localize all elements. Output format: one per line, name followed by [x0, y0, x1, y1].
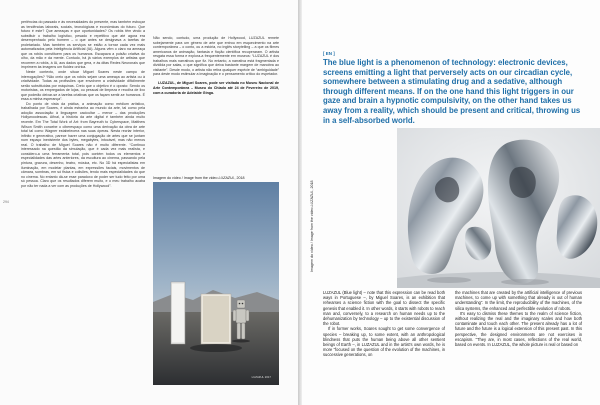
right-column-1: [323, 290, 445, 390]
left-column-1: [21, 20, 145, 342]
caption-year: , 2018: [234, 176, 245, 180]
caption-year: , 2018: [310, 180, 314, 191]
paragraph: Do ponto de vista da prática, a animação como médium artístico, trabalhada por Soares, é ainda estranha ao mundo da arte, tal como pela adoção associação à linguagem cacicultar – menor – das produções Hollywoodescas. Afinal, a história da arte digital é também ainda muito recente. Em The Total Work of Art: from Bayreuth to Cyberspace, Matthew Wilson Smith concebe o ciberespaço como uma derivação da obra de arte total tal como Wagner estabelecera nas suas óperas. Nesta recriar interior, infinito e generativo, parece haver uma conjugação de artes que se juntam num espaço inexistente dos bytes, megabytes, intocável, mas não menos real. O trabalho de Miguel Soares não é muito diferente. “Continuo interessado na questão da simulação, que é cada vez mais realista, e considero-a uma ferramenta total, pois contém todos os elementos e especialidades das artes anteriores, da escultura ao cinema, passando pela pintura, gravura, desenho, teatro, música, etc. No 3D há especialistas em iluminação, em modelar plantas, em expressões faciais, movimentos de câmara, sombras, em só fisica e colisões, tendo mais especialidades do que no cinema. No entanto dá-se esse paradoxo de poder ser tudo feito por uma só pessoa. Claro que os resultados diferem muito, e o meu trabalho acaba por não ter nada a ver com as produções de Hollywood”.: [21, 101, 145, 188]
paragraph: It's easy to dismiss these themes to the realm of science fiction, without realizing the real and the imaginary scales and how both contaminate and touch each other. The present already has a lot of future and the future is a logical extension of this present past. In this perspective, the designed environments are not exercises in escapism. “They are, in most cases, reflections of the real world, based on events. In LUZAZUL, the whole picture is real or based on: [455, 310, 582, 348]
exhibition-credit: LUZAZUL, de Miguel Soares, pode ser visitada no Museu Nacional de Arte Contemporânea – Museu do Chiado até 24 de Fevereiro de 2019, com a curadoria de Adelaide Ginga.: [153, 81, 279, 95]
lead-paragraph: The blue light is a phenomenon of technology: electronic devices, screens emitting a light that perversely acts on our circadian cycle, somewhere between a stimulating drug and a sedative, although through different means. If on the one hand this light triggers in our gaze and brain a hypnotic compulsivity, on the other hand takes us away from a reality, which should be present and critical, throwing us in a self-absorbed world.: [323, 58, 581, 125]
paragraph: Neste contexto, onde situar Miguel Soares neste campo de interrogações? “Não creio que os robôs sejam uma ameaça ao artista ou à criatividade. Todas as profissões que envolvem a criatividade dificilmente serão substituídas por máquinas. Creio que o objetivo é o oposto: Sendo os motoristas, os empregados de lojas, ou pessoal de limpeza e recolha de lixo que poderão deixar-se a tarefas criativas que os façam sentir-se humanos. É essa a minha esperança”.: [21, 70, 145, 102]
robot-scene-illustration: [153, 182, 279, 385]
paragraph: Não sendo, contudo, uma produção de Hollywood, LUZAZUL remete sobejamente para um género de arte que entrou em esquecimento na arte contemporânea – o conto, ou a estória, no inglês storytelling – a que os filmes americanos de animação, fantasia e ficção científica recuperaram. O artista resgata essa forma e explora-a frequentemente em museus: “LUZAZUL é dos trabalhos mais narrativos que fiz. No entanto, a narrativa está fragmentada e dividida por salas, o que significa que deixa bastante margem de manobra ao visitante”. Desde modo, o artista não retira qualquer espécie de “ambiguidade” para deste modo estimular a imaginação e o pensamento crítico do espetador.: [153, 36, 279, 77]
language-tag: [ EN ]: [323, 51, 335, 56]
left-page: [0, 0, 298, 405]
paragraph: periências do passado e às necessidades do presente, mas também esboçar as tendências laborais, sociais, tecnológicas e económicas do futuro. Que futuro é este? Que ameaças e que oportunidades? Os robôs têm vindo a substituir o trabalho logístico, pesado e repetitivo que até agora era desempenhado pelo homem – o que antes se designava a tarefas de proletariado. Mas também os serviços se estão a tornar cada vez mais automatizados pela Inteligência Artificial (IA). Alguns vêm o claro na ameaça que os robôs constituem para os humanos. Escapava a pulsão criativa do olho, da mão e da mente. Contudo, há já vários exemplos de artistas que recorrem a robôs, à IA, aos dados que gera, e às ditas Redes Neuronais que imprimem às imagens um fluidez onírica.: [21, 20, 145, 70]
caption-prefix: Imagem do vídeo / Image from the video: [310, 206, 314, 272]
vertical-image-caption: [310, 180, 314, 272]
page-number: 294: [3, 200, 9, 204]
paragraph: LUZAZUL (Blue light) – note that this expression can be read both ways in Portuguese –, by Miguel Soares, is an exhibition that rehearses a science fiction with the goal to dissect the specific genesis that enabled it. In other words, it starts with robots to reach man and, conversely, to a research on human needs up to the dehumanization by technology – up to the existential discussion of the robot.: [323, 290, 445, 327]
video-still-robot: [153, 182, 279, 385]
caption-title: LUZAZUL: [218, 176, 235, 180]
chrome-figures-illustration: [397, 128, 600, 288]
image-caption: [153, 176, 245, 180]
caption-title: LUZAZUL: [310, 190, 314, 207]
right-page: [302, 0, 600, 405]
video-still-chrome-shapes: [397, 128, 600, 288]
paragraph: If in former works, Soares sought to get some convergence of species – breaking up, to some extent, with an anthropological blindness that puts the human being above all other sentient beings of Earth –, in LUZAZUL and in the artist's own words, he is more “focused on the question of the evolution of the machines, in successive generations, on: [323, 326, 445, 358]
paragraph: the machines that are created by the artificial intelligence of previous machines, to come up with something that already is out of human understanding”. In the limit, the reproducibility of the machines, of the silica systems, the enhanced and perfectible evolution of robots.: [455, 290, 582, 311]
right-column-2: [455, 290, 582, 390]
left-column-2: [153, 36, 279, 166]
caption-prefix: Imagem do vídeo / Image from the video: [153, 176, 219, 180]
image-watermark: LUZAZUL 2017: [251, 375, 271, 379]
